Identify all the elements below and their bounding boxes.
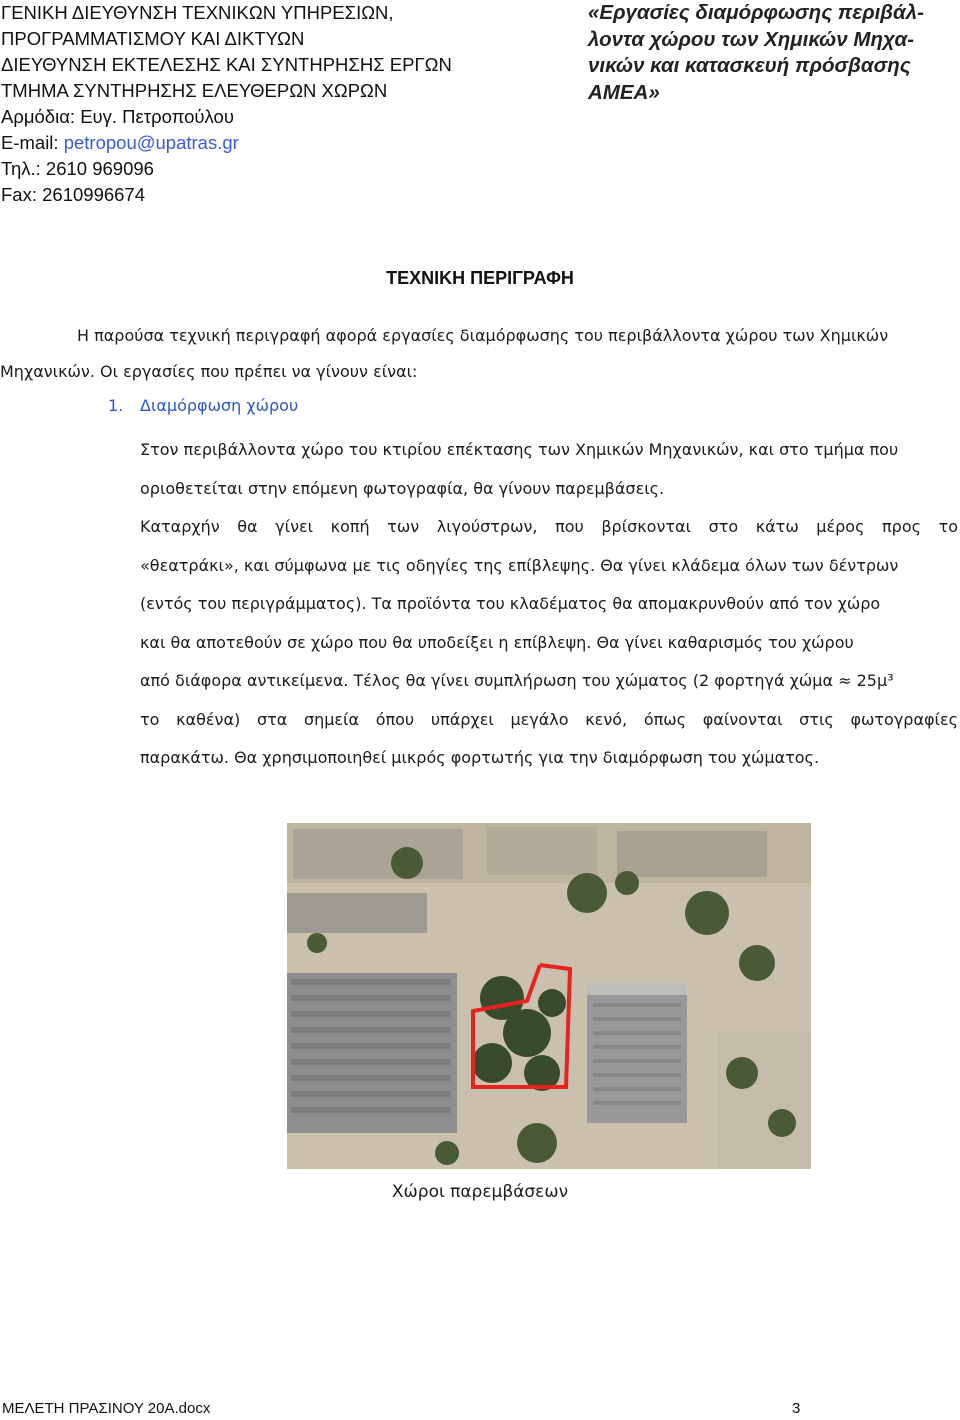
footer-page-number: 3 bbox=[792, 1400, 801, 1417]
org-line-4: ΤΜΗΜΑ ΣΥΝΤΗΡΗΣΗΣ ΕΛΕΥΘΕΡΩΝ ΧΩΡΩΝ bbox=[1, 80, 388, 101]
footer-filename: ΜΕΛΕΤΗ ΠΡΑΣΙΝΟΥ 20Α.docx bbox=[2, 1400, 211, 1417]
list-item-number: 1. bbox=[108, 396, 124, 415]
intro-line-1: Η παρούσα τεχνική περιγραφή αφορά εργασίες διαμόρφωσης του περιβάλλοντα χώρου των Χημικών bbox=[77, 326, 889, 345]
org-line-1: ΓΕΝΙΚΗ ΔΙΕΥΘΥΝΣΗ ΤΕΧΝΙΚΩΝ ΥΠΗΡΕΣΙΩΝ, bbox=[1, 2, 394, 23]
description-line: και θα αποτεθούν σε χώρο που θα υποδείξει η επίβλεψη. Θα γίνει καθαρισμός του χώρου bbox=[140, 632, 854, 652]
org-line-2: ΠΡΟΓΡΑΜΜΑΤΙΣΜΟΥ ΚΑΙ ΔΙΚΤΥΩΝ bbox=[1, 28, 305, 49]
project-title-line: ΑΜΕΑ» bbox=[588, 80, 660, 104]
description-line: «θεατράκι», και σύμφωνα με τις οδηγίες της επίβλεψης. Θα γίνει κλάδεμα όλων των δέντρων bbox=[140, 555, 899, 575]
description-line: Καταρχήν θα γίνει κοπή των λιγούστρων, που βρίσκονται στο κάτω μέρος προς το bbox=[140, 517, 958, 536]
email-label: E-mail: bbox=[1, 132, 64, 153]
list-item-title: Διαμόρφωση χώρου bbox=[140, 396, 299, 415]
description-line: Στον περιβάλλοντα χώρο του κτιρίου επέκτασης των Χημικών Μηχανικών, και στο τμήμα που bbox=[140, 440, 899, 459]
aerial-photo bbox=[287, 823, 811, 1169]
fax-number: Fax: 2610996674 bbox=[1, 184, 146, 205]
list-item-heading bbox=[108, 396, 298, 415]
description-line: το καθένα) στα σημεία όπου υπάρχει μεγάλο κενό, όπως φαίνονται στις φωτογραφίες bbox=[140, 709, 958, 729]
description-line: παρακάτω. Θα χρησιμοποιηθεί μικρός φορτωτής για την διαμόρφωση του χώματος. bbox=[140, 748, 820, 767]
description-line: από διάφορα αντικείμενα. Τέλος θα γίνει συμπλήρωση του χώματος (2 φορτηγά χώμα ≈ 25μ³ bbox=[140, 671, 894, 690]
email-link[interactable]: petropou@upatras.gr bbox=[63, 132, 239, 153]
org-line-3: ΔΙΕΥΘΥΝΣΗ ΕΚΤΕΛΕΣΗΣ ΚΑΙ ΣΥΝΤΗΡΗΣΗΣ ΕΡΓΩΝ bbox=[1, 54, 452, 75]
header-organization bbox=[1, 0, 471, 208]
contact-person: Αρμόδια: Ευγ. Πετροπούλου bbox=[1, 106, 234, 127]
project-title bbox=[588, 0, 948, 106]
intro-line-2: Μηχανικών. Οι εργασίες που πρέπει να γίνουν είναι: bbox=[0, 362, 418, 381]
section-title: ΤΕΧΝΙΚΗ ΠΕΡΙΓΡΑΦΗ bbox=[386, 268, 574, 288]
email-line bbox=[1, 130, 471, 156]
project-title-line: «Εργασίες διαμόρφωσης περιβάλ- bbox=[588, 1, 924, 24]
project-title-line: νικών και κατασκευή πρόσβασης bbox=[588, 54, 911, 77]
description-line: οριοθετείται στην επόμενη φωτογραφία, θα γίνουν παρεμβάσεις. bbox=[140, 478, 665, 498]
item-description bbox=[140, 431, 958, 778]
description-line: (εντός του περιγράμματος). Τα προϊόντα του κλαδέματος θα απομακρυνθούν από τον χώρο bbox=[140, 594, 881, 613]
project-title-line: λοντα χώρου των Χημικών Μηχα- bbox=[588, 27, 915, 51]
intro-paragraph bbox=[0, 318, 960, 390]
figure-caption: Χώροι παρεμβάσεων bbox=[391, 1182, 569, 1202]
phone-number: Τηλ.: 2610 969096 bbox=[1, 158, 154, 179]
